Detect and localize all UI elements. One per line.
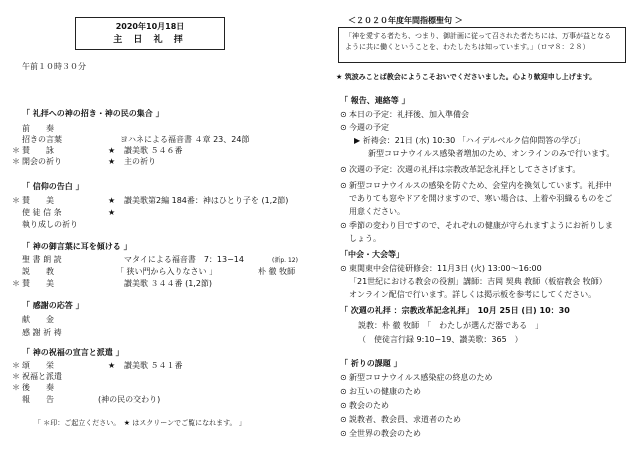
row-mark: ＊ bbox=[12, 146, 20, 155]
list-item: ⊙ 教会のため bbox=[340, 401, 389, 410]
row-name: 祝福と派遣 bbox=[22, 372, 62, 381]
row-desc: 「 狭い門から入りなさい 」 bbox=[116, 267, 218, 276]
list-item-continued: でありても窓やドアを開けますので、寒い場合は、上着や羽織るものをご bbox=[349, 194, 613, 203]
section-title-confession: 「 信仰の告白 」 bbox=[22, 182, 84, 191]
row-desc: 主の祈り bbox=[124, 157, 156, 166]
row-desc: 讃美歌 ５４１番 bbox=[124, 361, 183, 370]
bullet-icon: ⊙ bbox=[340, 264, 347, 273]
row-mark: ＊ bbox=[12, 361, 20, 370]
motto-title: ＜２０２０年度年間指標聖句 ＞ bbox=[348, 16, 463, 25]
next-service-title: 「 次週の礼拝 ：宗教改革記念礼拝」 10月 25日 (日) 10：30 bbox=[340, 306, 570, 315]
row-name: 頌 栄 bbox=[22, 361, 54, 370]
service-date: 2020年10月18日 bbox=[115, 22, 185, 31]
list-item: ⊙ 新型コロナウイルス感染症の終息のため bbox=[340, 373, 493, 382]
list-item: ⊙ 次週の予定：次週の礼拝は宗教改革記念礼拝としてささげます。 bbox=[340, 165, 581, 174]
list-item: ⊙ 今週の予定 bbox=[340, 123, 389, 132]
list-subitem: ▶ 祈祷会：21日 (水) 10:30 「ハイデルベルク信仰問答の学び」 bbox=[354, 136, 586, 145]
row-name: 感 謝 祈 祷 bbox=[22, 328, 62, 337]
row-desc: ヨハネによる福音書 ４章 23、24節 bbox=[120, 135, 250, 144]
list-subitem-detail: 新型コロナウイルス感染者増加のため、オンラインのみで行います。 bbox=[368, 149, 615, 158]
list-item-continued: 「21世紀における教会の役割」講師：吉岡 契典 教師（板宿教会 牧師） bbox=[349, 277, 607, 286]
row-name: 聖 書 朗 読 bbox=[22, 255, 62, 264]
row-desc: 讃美歌 ５４６番 bbox=[124, 146, 183, 155]
section-title-blessing: 「 神の祝福の宣言と派遣 」 bbox=[22, 348, 124, 357]
list-item: ⊙ 季節の変わり目ですので、それぞれの健康が守られますようにお祈りしま bbox=[340, 221, 613, 230]
motto-line-1: 「神を愛する者たち、つまり、御計画に従って召された者たちには、万事が益となる bbox=[345, 32, 611, 40]
list-item: ⊙ お互いの健康のため bbox=[340, 387, 421, 396]
row-desc: 讃美歌第2編 184番：神はひとり子を (1,2節) bbox=[124, 196, 289, 205]
bullet-icon: ⊙ bbox=[340, 110, 347, 119]
section-title-gathering: 「 礼拝への神の招き・神の民の集合 」 bbox=[22, 109, 164, 118]
next-service-sermon: 説教：朴 徹 牧師 「 わたしが選んだ器である 」 bbox=[358, 321, 544, 330]
bullet-icon: ⊙ bbox=[340, 415, 347, 424]
screen-star-icon: ★ bbox=[108, 208, 116, 217]
section-title-response: 「 感謝の応答 」 bbox=[22, 301, 84, 310]
service-header-box bbox=[75, 17, 225, 50]
bullet-icon: ⊙ bbox=[340, 123, 347, 132]
list-item: ⊙ 説教者、教会員、求道者のため bbox=[340, 415, 461, 424]
bullet-icon: ⊙ bbox=[340, 181, 347, 190]
row-mark: ＊ bbox=[12, 372, 20, 381]
row-name: 前 奏 bbox=[22, 124, 54, 133]
row-name: 賛 詠 bbox=[22, 146, 54, 155]
row-name: 招きの言葉 bbox=[22, 135, 62, 144]
preacher-name: 朴 徹 牧師 bbox=[258, 267, 296, 276]
screen-star-icon: ★ bbox=[108, 146, 116, 155]
row-name: 説 教 bbox=[22, 267, 54, 276]
row-mark: ＊ bbox=[12, 157, 20, 166]
row-mark: ＊ bbox=[12, 196, 20, 205]
row-desc: (神の民の交わり) bbox=[98, 395, 161, 404]
list-item-continued: しょう。 bbox=[349, 234, 381, 243]
row-desc: マタイによる福音書 7：13−14 bbox=[124, 255, 244, 264]
screen-star-icon: ★ bbox=[108, 196, 116, 205]
list-item-continued: オンライン配信で行います。詳しくは掲示板を参考にしてください。 bbox=[349, 290, 597, 299]
bullet-icon: ⊙ bbox=[340, 373, 347, 382]
list-item: ⊙ 新型コロナウイルスの感染を防ぐため、会堂内を換気しています。礼拝中 bbox=[340, 181, 612, 190]
bullet-icon: ⊙ bbox=[340, 221, 347, 230]
row-mark: ＊ bbox=[12, 279, 20, 288]
list-item: ⊙ 全世界の教会のため bbox=[340, 429, 421, 438]
service-time: 午前１０時３０分 bbox=[22, 62, 86, 71]
motto-line-2: ように共に働くということを、わたしたちは知っています。」（ロマ８：２８） bbox=[345, 43, 590, 51]
welcome-message: ★ 筑波みことば教会にようこそおいでくださいました。心より歓迎申し上げます。 bbox=[336, 73, 597, 81]
bullet-icon: ⊙ bbox=[340, 429, 347, 438]
bullet-icon: ⊙ bbox=[340, 165, 347, 174]
reports-title: 「 報告、連絡等 」 bbox=[340, 96, 410, 105]
legend-note: 「 ＊印：ご起立ください。 ★ はスクリーンでご覧になれます。 」 bbox=[34, 419, 246, 427]
row-name: 献 金 bbox=[22, 315, 54, 324]
row-name: 執り成しの祈り bbox=[22, 220, 78, 229]
row-desc: 讃美歌 ３４４番 (1,2節) bbox=[124, 279, 213, 288]
next-service-reading: （ 使徒言行録 9:10−19、讃美歌：365 ） bbox=[358, 335, 523, 344]
list-item-continued: 用意ください。 bbox=[349, 207, 405, 216]
row-name: 開会の祈り bbox=[22, 157, 62, 166]
motto-box bbox=[338, 27, 626, 63]
row-name: 賛 美 bbox=[22, 196, 54, 205]
row-note: (新p. 12) bbox=[272, 257, 298, 264]
presbytery-title: 「中会・大会等」 bbox=[340, 250, 404, 259]
section-title-word: 「 神の御言葉に耳を傾ける 」 bbox=[22, 242, 132, 251]
screen-star-icon: ★ bbox=[108, 157, 116, 166]
row-name: 報 告 bbox=[22, 395, 54, 404]
row-name: 賛 美 bbox=[22, 279, 54, 288]
service-title: 主 日 礼 拝 bbox=[113, 35, 187, 45]
row-name: 使 徒 信 条 bbox=[22, 208, 62, 217]
list-item: ⊙ 東関東中会信徒研修会：11月3日 (火) 13:00〜16:00 bbox=[340, 264, 542, 273]
bullet-icon: ⊙ bbox=[340, 401, 347, 410]
prayer-title: 「 祈りの課題 」 bbox=[340, 359, 402, 368]
bullet-icon: ⊙ bbox=[340, 387, 347, 396]
row-mark: ＊ bbox=[12, 383, 20, 392]
list-item: ⊙ 本日の予定：礼拝後、加入準備会 bbox=[340, 110, 469, 119]
row-name: 後 奏 bbox=[22, 383, 54, 392]
screen-star-icon: ★ bbox=[108, 361, 116, 370]
